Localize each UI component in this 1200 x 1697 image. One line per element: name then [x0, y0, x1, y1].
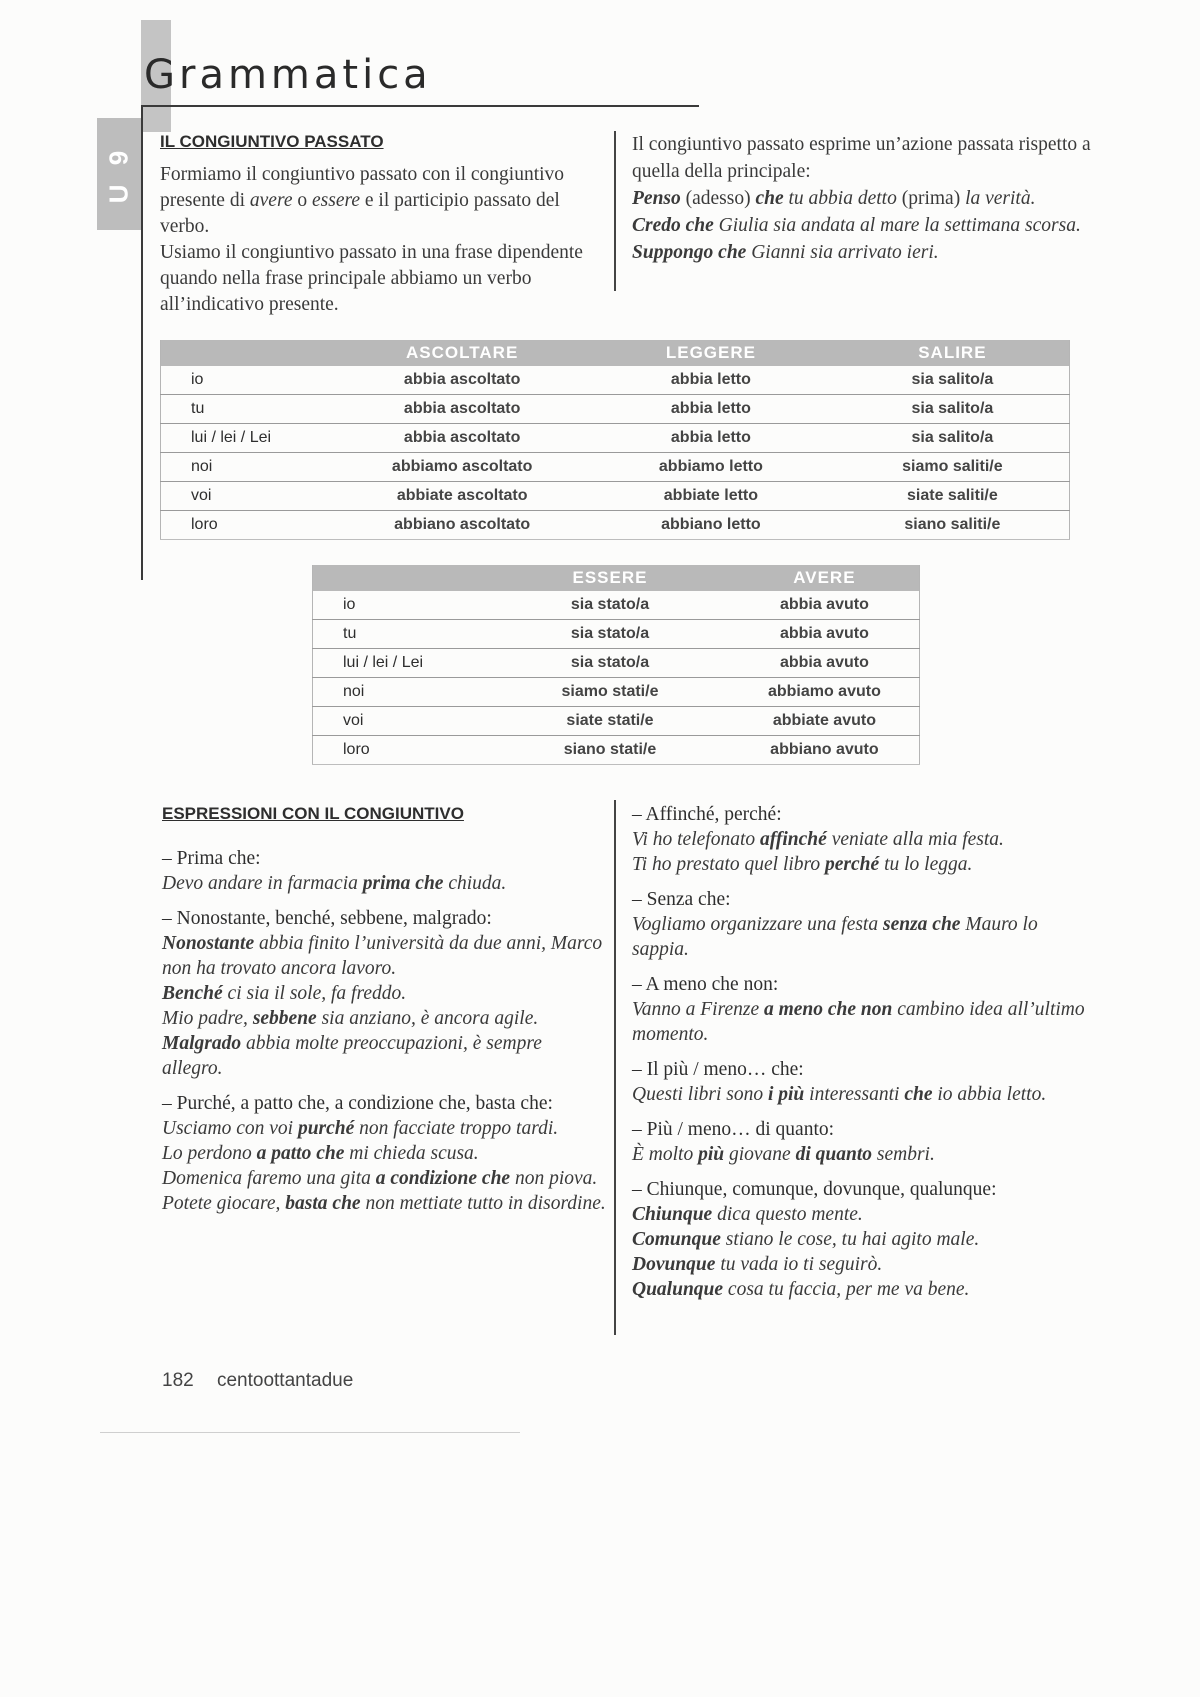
expression-heading: – Il più / meno… che:	[632, 1059, 804, 1080]
unit-tab	[97, 118, 141, 230]
table-header-row	[313, 565, 920, 591]
form-cell: abbiate ascoltato	[338, 482, 586, 511]
expression-example: Usciamo con voi purché non facciate troppo tardi.	[162, 1118, 559, 1139]
header-blank	[313, 565, 491, 591]
form-cell: sia stato/a	[490, 591, 730, 620]
form-cell: abbia letto	[586, 395, 836, 424]
intro-paragraph: Formiamo il congiuntivo passato con il congiuntivo presente di avere o essere e il participio passato del verbo.	[160, 164, 565, 237]
expression-example: Domenica faremo una gita a condizione che non piova.	[162, 1168, 598, 1189]
form-cell: abbiano ascoltato	[338, 511, 586, 540]
column-divider	[614, 131, 616, 291]
heading-rule	[141, 105, 699, 107]
table-row	[161, 482, 1070, 511]
expression-heading: – Affinché, perché:	[632, 804, 782, 825]
expression-heading: – Più / meno… di quanto:	[632, 1119, 835, 1140]
verb-header: ASCOLTARE	[338, 340, 586, 366]
header-blank	[161, 340, 339, 366]
expression-heading: – A meno che non:	[632, 974, 779, 995]
expressions-divider	[614, 800, 616, 1335]
expression-example: Ti ho prestato quel libro perché tu lo legga.	[632, 854, 973, 875]
form-cell: siate stati/e	[490, 707, 730, 736]
pronoun-cell: io	[161, 366, 339, 395]
pronoun-cell: loro	[313, 736, 491, 765]
form-cell: abbia avuto	[730, 620, 920, 649]
intro-example: Credo che Giulia sia andata al mare la settimana scorsa.	[632, 215, 1081, 236]
expression-example: Qualunque cosa tu faccia, per me va bene.	[632, 1279, 970, 1300]
form-cell: siamo saliti/e	[836, 453, 1070, 482]
verb-header: LEGGERE	[586, 340, 836, 366]
table-row	[313, 707, 920, 736]
form-cell: abbiamo letto	[586, 453, 836, 482]
intro-example: Suppongo che Gianni sia arrivato ieri.	[632, 242, 939, 263]
conjugation-table-essere-avere	[312, 565, 920, 765]
intro-right-column	[632, 131, 1092, 266]
expression-example: Malgrado abbia molte preoccupazioni, è sempre allegro.	[162, 1033, 542, 1079]
intro-paragraph: Usiamo il congiuntivo passato in una frase dipendente quando nella frase principale abbiamo un verbo all’indicativo presente.	[160, 242, 583, 315]
table-row	[161, 511, 1070, 540]
pronoun-cell: tu	[313, 620, 491, 649]
form-cell: siate saliti/e	[836, 482, 1070, 511]
table-header-row	[161, 340, 1070, 366]
form-cell: siano saliti/e	[836, 511, 1070, 540]
expression-example: Mio padre, sebbene sia anziano, è ancora agile.	[162, 1008, 539, 1029]
table-row	[161, 424, 1070, 453]
left-margin-rule	[141, 105, 143, 580]
footer-rule	[100, 1432, 520, 1433]
table-row	[313, 591, 920, 620]
expression-example: È molto più giovane di quanto sembri.	[632, 1144, 935, 1165]
form-cell: abbiamo ascoltato	[338, 453, 586, 482]
form-cell: abbia ascoltato	[338, 366, 586, 395]
table-row	[161, 453, 1070, 482]
form-cell: abbia avuto	[730, 649, 920, 678]
expression-example: Chiunque dica questo mente.	[632, 1204, 863, 1225]
intro-explanation	[160, 162, 600, 318]
form-cell: abbiate avuto	[730, 707, 920, 736]
expression-example: Nonostante abbia finito l’università da due anni, Marco non ha trovato ancora lavoro.	[162, 933, 603, 979]
expression-heading: – Prima che:	[162, 848, 261, 869]
verb-header: ESSERE	[490, 565, 730, 591]
form-cell: abbia ascoltato	[338, 395, 586, 424]
form-cell: abbiano letto	[586, 511, 836, 540]
page-number: 182	[162, 1370, 194, 1391]
pronoun-cell: voi	[313, 707, 491, 736]
pronoun-cell: lui / lei / Lei	[161, 424, 339, 453]
form-cell: sia stato/a	[490, 620, 730, 649]
expression-example: Dovunque tu vada io ti seguirò.	[632, 1254, 883, 1275]
expression-example: Benché ci sia il sole, fa freddo.	[162, 983, 407, 1004]
form-cell: abbiamo avuto	[730, 678, 920, 707]
expression-example: Vogliamo organizzare una festa senza che Mauro lo sappia.	[632, 914, 1038, 960]
form-cell: sia stato/a	[490, 649, 730, 678]
expressions-right-column	[632, 802, 1092, 1302]
table-row	[313, 736, 920, 765]
conjugation-table-regular	[160, 340, 1070, 540]
expression-heading: – Purché, a patto che, a condizione che, basta che:	[162, 1093, 553, 1114]
table-row	[313, 649, 920, 678]
pronoun-cell: loro	[161, 511, 339, 540]
expression-example: Questi libri sono i più interessanti che io abbia letto.	[632, 1084, 1047, 1105]
expression-heading: – Chiunque, comunque, dovunque, qualunque:	[632, 1179, 997, 1200]
expression-example: Potete giocare, basta che non mettiate tutto in disordine.	[162, 1193, 606, 1214]
pronoun-cell: tu	[161, 395, 339, 424]
table-row	[161, 366, 1070, 395]
table-row	[313, 620, 920, 649]
form-cell: sia salito/a	[836, 366, 1070, 395]
pronoun-cell: lui / lei / Lei	[313, 649, 491, 678]
form-cell: abbia letto	[586, 424, 836, 453]
section-title: IL CONGIUNTIVO PASSATO	[160, 132, 384, 151]
verb-header: AVERE	[730, 565, 920, 591]
expression-example: Vi ho telefonato affinché veniate alla mia festa.	[632, 829, 1004, 850]
form-cell: abbiate letto	[586, 482, 836, 511]
form-cell: siano stati/e	[490, 736, 730, 765]
page-footer	[162, 1370, 353, 1392]
intro-example: Penso (adesso) che tu abbia detto (prima) la verità.	[632, 188, 1036, 209]
unit-tab-label: U 9	[103, 144, 134, 204]
form-cell: abbiano avuto	[730, 736, 920, 765]
form-cell: abbia letto	[586, 366, 836, 395]
form-cell: siamo stati/e	[490, 678, 730, 707]
expression-example: Comunque stiano le cose, tu hai agito male.	[632, 1229, 980, 1250]
form-cell: abbia ascoltato	[338, 424, 586, 453]
pronoun-cell: noi	[313, 678, 491, 707]
verb-header: SALIRE	[836, 340, 1070, 366]
expression-example: Lo perdono a patto che mi chieda scusa.	[162, 1143, 479, 1164]
pronoun-cell: io	[313, 591, 491, 620]
expression-example: Devo andare in farmacia prima che chiuda.	[162, 873, 507, 894]
page-title: Grammatica	[144, 52, 432, 98]
form-cell: abbia avuto	[730, 591, 920, 620]
expressions-title: ESPRESSIONI CON IL CONGIUNTIVO	[162, 804, 464, 823]
pronoun-cell: voi	[161, 482, 339, 511]
expression-example: Vanno a Firenze a meno che non cambino idea all’ultimo momento.	[632, 999, 1085, 1045]
intro-example: Il congiuntivo passato esprime un’azione passata rispetto a quella della principale:	[632, 134, 1091, 182]
page-number-words: centoottantadue	[216, 1370, 354, 1391]
form-cell: sia salito/a	[836, 395, 1070, 424]
table-row	[161, 395, 1070, 424]
expressions-left-column	[162, 846, 607, 1216]
table-row	[313, 678, 920, 707]
pronoun-cell: noi	[161, 453, 339, 482]
intro-left-column	[160, 132, 600, 318]
expression-heading: – Senza che:	[632, 889, 731, 910]
form-cell: sia salito/a	[836, 424, 1070, 453]
expression-heading: – Nonostante, benché, sebbene, malgrado:	[162, 908, 492, 929]
